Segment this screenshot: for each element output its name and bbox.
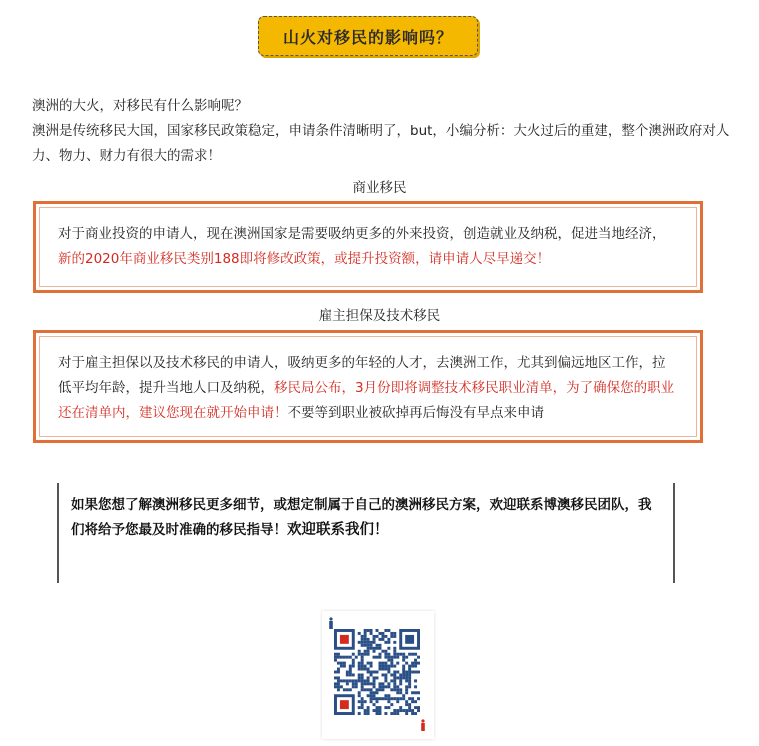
- skilled-migration-box: [33, 330, 703, 443]
- intro-line-2: 澳洲是传统移民大国，国家移民政策稳定，申请条件清晰明了，but，小编分析：大火过后的重建，整个澳洲政府对人力、物力、财力有很大的需求！: [32, 123, 730, 164]
- business-migration-box: [33, 201, 703, 293]
- skilled-text-highlight: 移民局公布，3月份即将调整技术移民职业清单，为了确保您的职业还在清单内，建议您现在就开始申请！: [58, 380, 675, 421]
- qr-code-card: [322, 611, 434, 739]
- business-migration-text: [39, 207, 697, 287]
- page-title: 山火对移民的影响吗？: [258, 16, 478, 56]
- section-heading-business: 商业移民: [352, 180, 407, 196]
- skilled-text-after: 不要等到职业被砍掉再后悔没有早点来申请: [287, 405, 544, 421]
- intro-line-1: 澳洲的大火，对移民有什么影响呢？: [32, 98, 248, 114]
- skilled-migration-text: [39, 336, 697, 437]
- qr-code[interactable]: [334, 629, 420, 715]
- section-heading-skilled: 雇主担保及技术移民: [318, 308, 441, 324]
- person-icon: [420, 719, 426, 731]
- person-icon: [328, 617, 334, 629]
- contact-emphasis: 欢迎联系我们！: [287, 522, 389, 538]
- business-text-normal: 对于商业投资的申请人，现在澳洲国家是需要吸纳更多的外来投资，创造就业及纳税，促进当地经济，: [58, 226, 666, 242]
- skilled-text-normal: 对于雇主担保以及技术移民的申请人，吸纳更多的年轻的人才，去澳洲工作，尤其到偏远地区工作，拉低平均年龄，提升当地人口及纳税，: [58, 355, 666, 396]
- title-banner: [258, 16, 478, 56]
- business-text-highlight: 新的2020年商业移民类别188即将修改政策，或提升投资额，请申请人尽早递交！: [58, 251, 551, 267]
- contact-text: 如果您想了解澳洲移民更多细节，或想定制属于自己的澳洲移民方案，欢迎联系博澳移民团队，我们将给予您最及时准确的移民指导！: [71, 497, 652, 538]
- contact-callout: [57, 483, 675, 583]
- intro-text: [32, 94, 732, 169]
